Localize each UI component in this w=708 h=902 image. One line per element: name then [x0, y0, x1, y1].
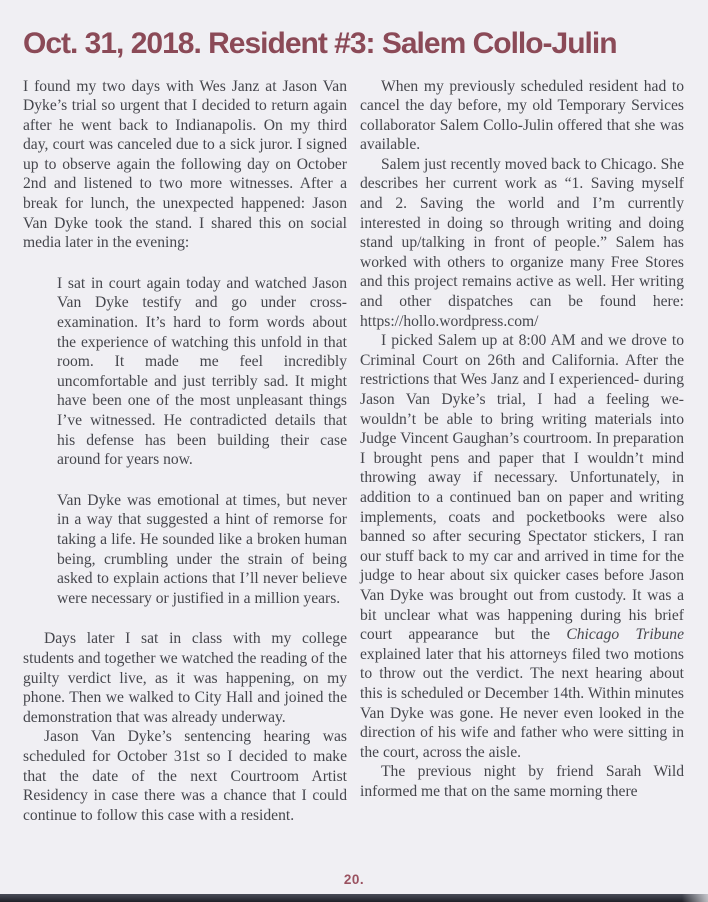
- left-column: [23, 77, 347, 855]
- publication-name-italic: Chicago Tribune: [566, 626, 684, 644]
- paragraph-resident-cancel: When my previously scheduled resident had to cancel the day before, my old Temporary Services collaborator Salem Collo-Julin offered that she was available.: [360, 77, 684, 154]
- paragraph-previous-night: The previous night by friend Sarah Wild informed me that on the same morning there: [360, 763, 684, 800]
- paragraph-salem-bio: Salem just recently moved back to Chicago. She describes her current work as “1. Saving myself and 2. Saving the world and I’m currently interested in doing so through writing and doing stand up/talking in front of people.” Salem has worked with others to organize many Free Stores and this project remains active as well. Her writing and other dispatches can be found here: https://hollo.wordpress.com/: [360, 155, 684, 330]
- two-column-text-body: [0, 77, 708, 855]
- paragraph-courtroom-day: [360, 331, 684, 762]
- blockquote-social-media-1: I sat in court again today and watched Jason Van Dyke testify and go under cross-examination. It’s hard to form words about the experience of watching this unfold in that room. It made me feel incredibly uncomfortable and just terribly sad. It might have been one of the most unpleasant things I’ve witnessed. He contradicted details that his defense has been building their case around for years now.: [57, 274, 347, 469]
- paragraph-intro: I found my two days with Wes Janz at Jason Van Dyke’s trial so urgent that I decided to return again after he went back to Indianapolis. On my third day, court was canceled due to a sick juror. I signed up to observe again the following day on October 2nd and listened to two more witnesses. After a break for lunch, the unexpected happened: Jason Van Dyke took the stand. I shared this on social media later in the evening:: [23, 77, 347, 252]
- paragraph-verdict: Days later I sat in class with my college students and together we watched the reading of the guilty verdict live, as it was happening, on my phone. Then we walked to City Hall and joined the demonstration that was already underway.: [23, 630, 347, 726]
- blockquote-social-media-2: Van Dyke was emotional at times, but never in a way that suggested a hint of remorse for taking a life. He sounded like a broken human being, crumbling under the strain of being asked to explain actions that I’ll never believe were necessary or justified in a million years.: [57, 491, 347, 607]
- right-column: [360, 77, 684, 855]
- scanned-book-page: [0, 27, 708, 887]
- scan-edge-shadow: [0, 894, 708, 902]
- paragraph-sentencing: Jason Van Dyke’s sentencing hearing was scheduled for October 31st so I decided to make that the date of the next Courtroom Artist Residency in case there was a chance that I could continue to follow this case with a resident.: [23, 728, 347, 824]
- paragraph-courtroom-day-text-continued: explained later that his attorneys filed two motions to throw out the verdict. The next hearing about this is scheduled or December 14th. Within minutes Van Dyke was gone. He never even looked in the direction of his wife and father who were sitting in the court, across the aisle.: [360, 645, 684, 761]
- paragraph-courtroom-day-text: I picked Salem up at 8:00 AM and we drove to Criminal Court on 26th and California. After the restrictions that Wes Janz and I experienced- during Jason Van Dyke’s trial, I had a feeling we- wouldn’t be able to bring writing materials into Judge Vincent Gaughan’s courtroom. In preparation I brought pens and paper that I wouldn’t mind throwing away if necessary. Unfortunately, in addition to a continued ban on paper and writing implements, coats and pocketbooks were also banned so after securing Spectator stickers, I ran our stuff back to my car and arrived in time for the judge to hear about six quicker cases before Jason Van Dyke was brought out from custody. It was a bit unclear what was happening during his brief court appearance but the: [360, 332, 684, 644]
- page-title: Oct. 31, 2018. Resident #3: Salem Collo-Julin: [23, 27, 617, 60]
- page-number: 20.: [343, 872, 365, 887]
